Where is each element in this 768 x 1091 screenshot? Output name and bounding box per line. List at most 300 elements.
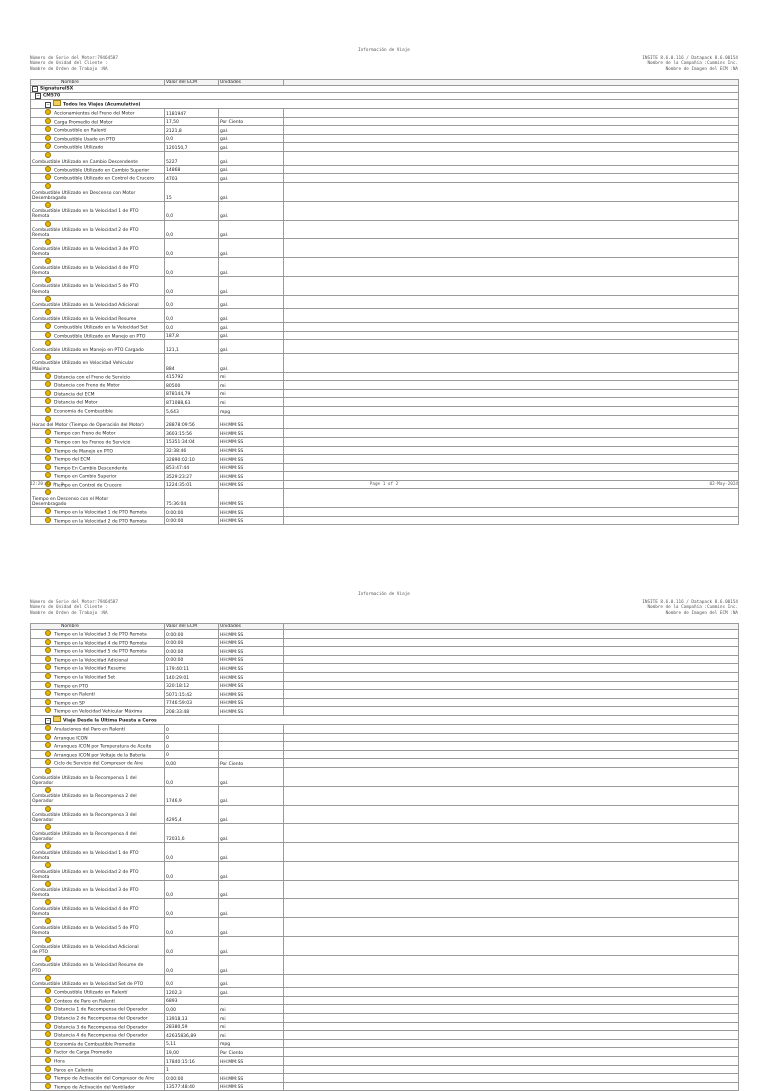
table-row (31, 415, 739, 429)
row-units: mi (219, 1022, 284, 1031)
report-title: Información de Viaje (358, 592, 410, 597)
table-row (31, 899, 739, 918)
row-units: gal. (219, 918, 284, 937)
row-units: HH:MM:SS (219, 707, 284, 716)
row-blank (284, 843, 739, 862)
row-value: 28878:09:56 (165, 415, 219, 429)
row-value: 32:38:46 (165, 446, 219, 455)
row-value: 120150,7 (165, 143, 219, 152)
row-blank (284, 117, 739, 126)
parameter-icon (45, 899, 51, 905)
row-name: Distancia con el Freno de Servicio (31, 372, 165, 381)
row-blank (284, 786, 739, 805)
row-name: Tiempo en Velocidad Vehicular Máxima (31, 707, 165, 716)
row-blank (284, 996, 739, 1005)
row-blank (284, 742, 739, 751)
parameter-icon (45, 690, 51, 696)
col-header-name: Nombre (31, 80, 165, 86)
table-row (31, 768, 739, 787)
parameter-icon (45, 277, 51, 283)
col-header-units: Unidades (219, 624, 284, 630)
table-row (31, 117, 739, 126)
row-units: gal. (219, 843, 284, 862)
tree-module-row[interactable] (31, 93, 739, 100)
row-name: Combustible Utilizado en Control de Crucero (31, 174, 165, 183)
row-name: Tiempo de Manejo en PTO (31, 446, 165, 455)
table-row (31, 381, 739, 390)
insite-version: INSITE 8.6.0.116 / Datapack 8.6.00154 (642, 56, 738, 61)
row-name: Hora (31, 1057, 165, 1066)
table-row (31, 437, 739, 446)
parameter-icon (45, 806, 51, 812)
parameter-icon (45, 455, 51, 461)
table-row (31, 880, 739, 899)
row-value: 0,0 (165, 201, 219, 220)
row-name: Combustible Utilizado en Velocidad Vehicular Máxima (31, 353, 165, 372)
row-name: Combustible Utilizado en la Velocidad 5 de PTO Remota (31, 276, 165, 295)
row-units: Por Ciento (219, 759, 284, 768)
row-value: 5,11 (165, 1039, 219, 1048)
collapse-icon[interactable]: − (46, 718, 50, 724)
row-blank (284, 126, 739, 135)
row-blank (284, 353, 739, 372)
tree-root-row[interactable] (31, 86, 739, 93)
row-units: HH:MM:SS (219, 1082, 284, 1091)
row-value: 5227 (165, 152, 219, 166)
row-name: Economía de Combustible Promedio (31, 1039, 165, 1048)
table-row (31, 955, 739, 974)
footer-time: 12:20:42 p. m. (30, 482, 67, 487)
col-header-units: Unidades (219, 80, 284, 86)
row-name: Tiempo de Activación del Compresor de Aire (31, 1074, 165, 1083)
row-units: HH:MM:SS (219, 681, 284, 690)
row-units (219, 1065, 284, 1074)
row-blank (284, 489, 739, 508)
work-order: Nombre de Orden de Trabajo :NA (30, 610, 108, 616)
row-value: 80500 (165, 381, 219, 390)
table-row (31, 152, 739, 166)
row-units: gal. (219, 899, 284, 918)
parameter-icon (45, 464, 51, 470)
parameter-icon (45, 997, 51, 1003)
parameter-icon (45, 734, 51, 740)
row-blank (284, 455, 739, 464)
table-row (31, 647, 739, 656)
row-value: 2121,8 (165, 126, 219, 135)
col-header-name: Nombre (31, 624, 165, 630)
row-units (219, 742, 284, 751)
row-value: 5,643 (165, 407, 219, 416)
row-blank (284, 516, 739, 525)
tree-group-row[interactable] (31, 716, 739, 725)
parameter-icon (45, 416, 51, 422)
parameter-icon (45, 309, 51, 315)
company-name: Nombre de la Compañía :Cummins Inc. (647, 61, 738, 67)
row-blank (284, 1005, 739, 1014)
row-name: Combustible Utilizado en la Velocidad Resume de PTO (31, 955, 165, 974)
row-value: 19,00 (165, 1048, 219, 1057)
row-blank (284, 690, 739, 699)
row-value: 75:36:04 (165, 489, 219, 508)
row-value: 320:18:12 (165, 681, 219, 690)
table-row (31, 974, 739, 988)
row-units: gal. (219, 295, 284, 309)
parameter-icon (45, 340, 51, 346)
row-units: gal. (219, 220, 284, 239)
row-units: gal. (219, 126, 284, 135)
table-row (31, 861, 739, 880)
row-units: gal. (219, 152, 284, 166)
row-name: Combustible Utilizado en la Velocidad Adicional (31, 295, 165, 309)
table-row (31, 1048, 739, 1057)
row-units: gal. (219, 182, 284, 201)
ecm-image-name: Nombre de Imagen del ECM :NA (665, 610, 738, 616)
table-row (31, 201, 739, 220)
row-units: HH:MM:SS (219, 698, 284, 707)
table-row (31, 143, 739, 152)
row-units: gal. (219, 134, 284, 143)
parameter-icon (45, 135, 51, 141)
parameter-icon (45, 707, 51, 713)
parameter-icon (45, 373, 51, 379)
parameter-icon (45, 639, 51, 645)
parameter-icon (45, 768, 51, 774)
row-value: 0,0 (165, 220, 219, 239)
row-units: HH:MM:SS (219, 1057, 284, 1066)
engine-serial: Número de Serie del Motor:79464587 (30, 56, 118, 61)
row-name: Distancia 4 de Recompensa del Operador (31, 1031, 165, 1040)
collapse-icon[interactable]: − (46, 102, 50, 108)
row-name: Tiempo en Control de Crucero (31, 480, 165, 489)
row-value: 878144,79 (165, 389, 219, 398)
row-blank (284, 698, 739, 707)
row-name: Tiempo en la Velocidad 2 de PTO Remota (31, 516, 165, 525)
row-name: Tiempo en PTO (31, 681, 165, 690)
row-blank (284, 1014, 739, 1023)
table-row (31, 295, 739, 309)
trip-info-table-continued (30, 623, 739, 1091)
table-row (31, 725, 739, 734)
table-row (31, 516, 739, 525)
parameter-icon (45, 742, 51, 748)
row-name: Combustible Utilizado en la Velocidad 4 de PTO Remota (31, 899, 165, 918)
table-row (31, 681, 739, 690)
table-row (31, 937, 739, 956)
row-name: Combustible Utilizado en la Velocidad 5 de PTO Remota (31, 918, 165, 937)
row-name: Combustible Utilizado en Manejo en PTO Cargado (31, 340, 165, 354)
row-blank (284, 1022, 739, 1031)
row-blank (284, 1074, 739, 1083)
table-row (31, 707, 739, 716)
row-name: Arranque ICON (31, 733, 165, 742)
row-blank (284, 276, 739, 295)
parameter-icon (45, 354, 51, 360)
row-units: Por Ciento (219, 1048, 284, 1057)
row-units: mi (219, 1014, 284, 1023)
row-name: Tiempo en Descenso con el Motor Desembragado (31, 489, 165, 508)
row-units: gal. (219, 309, 284, 323)
row-blank (284, 733, 739, 742)
row-units: gal. (219, 880, 284, 899)
row-units: gal. (219, 340, 284, 354)
parameter-icon (45, 975, 51, 981)
row-value: 15351:34:04 (165, 437, 219, 446)
folder-icon (53, 716, 61, 722)
row-blank (284, 725, 739, 734)
row-value: 0:00:00 (165, 647, 219, 656)
row-name: Tiempo con Freno de Motor (31, 429, 165, 438)
row-units: mi (219, 372, 284, 381)
row-blank (284, 258, 739, 277)
row-blank (284, 220, 739, 239)
customer-unit: Número de Unidad del Cliente : (30, 605, 108, 611)
row-blank (284, 323, 739, 332)
table-row (31, 407, 739, 416)
table-row (31, 1082, 739, 1091)
row-name: Tiempo En Cambio Descendente (31, 463, 165, 472)
row-blank (284, 759, 739, 768)
row-name: Combustible Usado en PTO (31, 134, 165, 143)
row-value: 0:00:00 (165, 638, 219, 647)
row-blank (284, 295, 739, 309)
row-value: 208:33:48 (165, 707, 219, 716)
table-row (31, 429, 739, 438)
row-name: Combustible Utilizado en la Velocidad 1 de PTO Remota (31, 201, 165, 220)
row-blank (284, 899, 739, 918)
row-name: Combustible Utilizado en la Velocidad 1 de PTO Remota (31, 843, 165, 862)
tree-group-all-trips[interactable]: − Todos los Viajes (Acumulativo) (31, 100, 739, 109)
row-value: 3529:23:27 (165, 472, 219, 481)
row-blank (284, 655, 739, 664)
table-row (31, 759, 739, 768)
table-row (31, 996, 739, 1005)
parameter-icon (45, 673, 51, 679)
row-name: Distancia 2 de Recompensa del Operador (31, 1014, 165, 1023)
row-value: 0,0 (165, 276, 219, 295)
row-name: Combustible Utilizado en la Velocidad Set (31, 323, 165, 332)
table-row (31, 673, 739, 682)
row-value: 0 (165, 742, 219, 751)
tree-group-row[interactable] (31, 100, 739, 109)
parameter-icon (45, 323, 51, 329)
table-row (31, 843, 739, 862)
table-row (31, 630, 739, 639)
row-value: 4703 (165, 174, 219, 183)
row-units: gal. (219, 353, 284, 372)
row-units: gal. (219, 786, 284, 805)
table-row (31, 174, 739, 183)
parameter-icon (45, 843, 51, 849)
parameter-icon (45, 1057, 51, 1063)
row-value: 0:00:00 (165, 1074, 219, 1083)
row-value: 0,0 (165, 974, 219, 988)
row-value: 0,0 (165, 955, 219, 974)
parameter-icon (45, 126, 51, 132)
parameter-icon (45, 296, 51, 302)
parameter-icon (45, 472, 51, 478)
row-units: mi (219, 398, 284, 407)
table-row (31, 331, 739, 340)
table-row (31, 638, 739, 647)
row-units: HH:MM:SS (219, 647, 284, 656)
row-blank (284, 768, 739, 787)
row-value: 28380,59 (165, 1022, 219, 1031)
row-value: 1181947 (165, 109, 219, 118)
table-row (31, 182, 739, 201)
collapse-icon[interactable]: − (36, 93, 40, 99)
row-value: 140:29:01 (165, 673, 219, 682)
row-value: 14868 (165, 165, 219, 174)
row-blank (284, 415, 739, 429)
header-right (642, 600, 738, 616)
row-units: gal. (219, 824, 284, 843)
row-units: mpg (219, 1039, 284, 1048)
parameter-icon (45, 143, 51, 149)
tree-root[interactable]: − SignatureISX (31, 86, 739, 93)
table-row (31, 1057, 739, 1066)
row-units: HH:MM:SS (219, 429, 284, 438)
row-blank (284, 372, 739, 381)
header-left (30, 56, 118, 72)
table-row (31, 220, 739, 239)
row-name: Combustible Utilizado en la Velocidad 4 de PTO Remota (31, 258, 165, 277)
row-name: Combustible Utilizado en la Velocidad Adicional de PTO (31, 937, 165, 956)
row-value: 32890:02:10 (165, 455, 219, 464)
row-blank (284, 1065, 739, 1074)
row-value: 0:00:00 (165, 516, 219, 525)
row-value: 0,0 (165, 843, 219, 862)
row-value: 0 (165, 750, 219, 759)
row-name: Distancia 1 de Recompensa del Operador (31, 1005, 165, 1014)
row-name: Tiempo en Cambio Superior (31, 472, 165, 481)
parameter-icon (45, 429, 51, 435)
company-name: Nombre de la Compañía :Cummins Inc. (647, 605, 738, 611)
engine-serial: Número de Serie del Motor:79464587 (30, 600, 118, 605)
table-row (31, 1065, 739, 1074)
row-blank (284, 437, 739, 446)
tree-module[interactable]: − CM570 (31, 93, 739, 100)
row-units: gal. (219, 331, 284, 340)
parameter-icon (45, 118, 51, 124)
row-name: Combustible Utilizado en Cambio Superior (31, 165, 165, 174)
row-units: mi (219, 1031, 284, 1040)
row-units: HH:MM:SS (219, 455, 284, 464)
row-name: Tiempo en la Velocidad 3 de PTO Remota (31, 630, 165, 639)
row-units: mi (219, 1005, 284, 1014)
row-blank (284, 152, 739, 166)
row-blank (284, 824, 739, 843)
row-units (219, 725, 284, 734)
row-name: Combustible Utilizado (31, 143, 165, 152)
row-blank (284, 239, 739, 258)
row-name: Combustible Utilizado en Ralentí (31, 988, 165, 997)
row-blank (284, 918, 739, 937)
row-name: Conteos de Paro en Ralentí (31, 996, 165, 1005)
row-value: 5071:15:42 (165, 690, 219, 699)
row-units: gal. (219, 861, 284, 880)
table-row (31, 398, 739, 407)
row-blank (284, 463, 739, 472)
row-value: 0:00:00 (165, 508, 219, 517)
row-value: 13577:48:40 (165, 1082, 219, 1091)
row-blank (284, 389, 739, 398)
parameter-icon (45, 725, 51, 731)
row-units: gal. (219, 805, 284, 824)
footer-date: 02-May-2024 (709, 482, 738, 487)
row-value: 17,50 (165, 117, 219, 126)
row-name: Combustible Utilizado en la Velocidad 2 de PTO Remota (31, 220, 165, 239)
row-value: 0,0 (165, 861, 219, 880)
row-name: Arranques ICON por Temperatura de Aceite (31, 742, 165, 751)
row-value: 853:47:44 (165, 463, 219, 472)
row-name: Accionamientos del Freno del Motor (31, 109, 165, 118)
row-name: Tiempo en la Velocidad Adicional (31, 655, 165, 664)
row-name: Combustible Utilizado en la Velocidad 3 de PTO Remota (31, 880, 165, 899)
table-row (31, 698, 739, 707)
table-row (31, 1014, 739, 1023)
collapse-icon[interactable]: − (33, 86, 37, 92)
row-blank (284, 1031, 739, 1040)
parameter-icon (45, 381, 51, 387)
row-value: 884 (165, 353, 219, 372)
row-name: Combustible Utilizado en la Recompensa 1 del Operador (31, 768, 165, 787)
table-row (31, 1031, 739, 1040)
table-row (31, 258, 739, 277)
parameter-icon (45, 332, 51, 338)
parameter-icon (45, 398, 51, 404)
row-blank (284, 937, 739, 956)
parameter-icon (45, 438, 51, 444)
row-blank (284, 673, 739, 682)
row-blank (284, 109, 739, 118)
parameter-icon (45, 1066, 51, 1072)
row-name: Tiempo en SP (31, 698, 165, 707)
table-row (31, 1039, 739, 1048)
tree-group-since-reset[interactable]: − Viaje Desde la Última Puesta a Ceros (31, 716, 739, 725)
row-units: HH:MM:SS (219, 690, 284, 699)
row-value: 42635836,89 (165, 1031, 219, 1040)
row-value: 0 (165, 733, 219, 742)
row-name: Combustible Utilizado en Cambio Descendente (31, 152, 165, 166)
footer-page: Page 1 of 2 (369, 482, 399, 487)
row-blank (284, 508, 739, 517)
row-name: Factor de Carga Promedio (31, 1048, 165, 1057)
row-units: gal. (219, 239, 284, 258)
row-value: 3603:15:56 (165, 429, 219, 438)
table-row (31, 472, 739, 481)
row-name: Ciclo de Servicio del Compresor de Aire (31, 759, 165, 768)
table-row (31, 239, 739, 258)
parameter-icon (45, 1048, 51, 1054)
row-blank (284, 1057, 739, 1066)
row-value: 0,0 (165, 258, 219, 277)
col-header-value: Valor del ECM (165, 80, 219, 86)
row-units: gal. (219, 143, 284, 152)
row-name: Combustible en Ralentí (31, 126, 165, 135)
row-name: Combustible Utilizado en Descenso con Motor Desembragado (31, 182, 165, 201)
parameter-icon (45, 630, 51, 636)
row-value: 0,0 (165, 134, 219, 143)
row-units: gal. (219, 937, 284, 956)
row-name: Paros en Caliente (31, 1065, 165, 1074)
row-units: HH:MM:SS (219, 472, 284, 481)
parameter-icon (45, 862, 51, 868)
row-units: HH:MM:SS (219, 516, 284, 525)
row-units: HH:MM:SS (219, 463, 284, 472)
row-units: gal. (219, 974, 284, 988)
parameter-icon (45, 174, 51, 180)
header-left (30, 600, 118, 616)
